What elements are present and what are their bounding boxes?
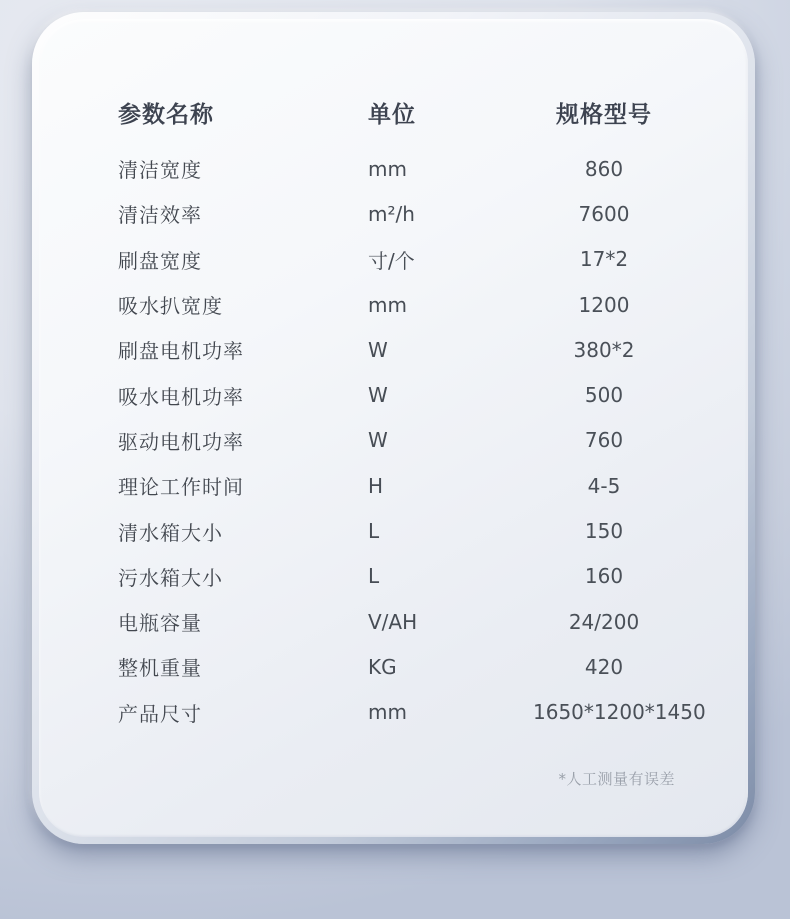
spec-value: 860 [584,156,624,181]
spec-table-header-row [118,96,675,129]
spec-table-row [118,146,675,191]
spec-table-body [118,146,706,735]
spec-parameter-name: 污水箱大小 [118,565,223,590]
spec-parameter-name: 产品尺寸 [118,701,202,726]
spec-parameter-name: 刷盘电机功率 [118,339,244,364]
spec-value: 380*2 [573,337,635,362]
spec-unit: KG [368,654,397,679]
spec-unit: W [368,383,388,408]
spec-table-row [118,508,675,553]
spec-table-row [118,463,675,508]
spec-unit: L [368,519,380,544]
spec-table-row [118,690,706,735]
spec-value: 150 [584,519,624,544]
spec-value: 760 [584,428,624,453]
spec-parameter-name: 清洁宽度 [118,158,202,183]
spec-value: 160 [584,564,624,589]
spec-unit: mm [368,292,407,317]
spec-value: 420 [584,654,624,679]
spec-table-row [118,372,675,417]
spec-unit: m²/h [368,201,415,226]
header-unit: 单位 [368,102,416,128]
spec-table-row [118,237,675,282]
spec-parameter-name: 驱动电机功率 [118,429,244,454]
spec-parameter-name: 吸水电机功率 [118,384,244,409]
spec-value: 1200 [578,292,630,317]
spec-parameter-name: 吸水扒宽度 [118,294,223,319]
spec-value: 1650*1200*1450 [533,700,706,725]
spec-table-row [118,191,675,236]
spec-unit: 寸/个 [368,248,415,273]
spec-unit: mm [368,156,407,181]
spec-unit: W [368,428,388,453]
spec-card-glass-rim [32,12,755,844]
spec-value: 4-5 [587,473,621,498]
spec-table-row [118,327,675,372]
spec-table-row [118,418,675,463]
spec-value: 500 [584,383,624,408]
spec-table-row [118,599,675,644]
spec-table-row [118,554,675,599]
spec-parameter-name: 清水箱大小 [118,520,223,545]
spec-parameter-name: 刷盘宽度 [118,248,202,273]
spec-parameter-name: 电瓶容量 [118,611,202,636]
spec-unit: L [368,564,380,589]
spec-unit: H [368,473,384,498]
spec-unit: mm [368,700,407,725]
spec-parameter-name: 整机重量 [118,656,202,681]
header-spec-model: 规格型号 [556,102,652,128]
spec-card [39,19,748,837]
spec-unit: V/AH [368,609,418,634]
measurement-disclaimer: *人工测量有误差 [558,769,675,788]
spec-table-row [118,282,675,327]
spec-unit: W [368,337,388,362]
spec-value: 24/200 [568,609,640,634]
header-parameter-name: 参数名称 [118,102,214,128]
spec-table-row [118,644,675,689]
spec-value: 17*2 [579,247,629,272]
spec-parameter-name: 清洁效率 [118,203,202,228]
spec-value: 7600 [578,201,630,226]
spec-parameter-name: 理论工作时间 [118,475,244,500]
